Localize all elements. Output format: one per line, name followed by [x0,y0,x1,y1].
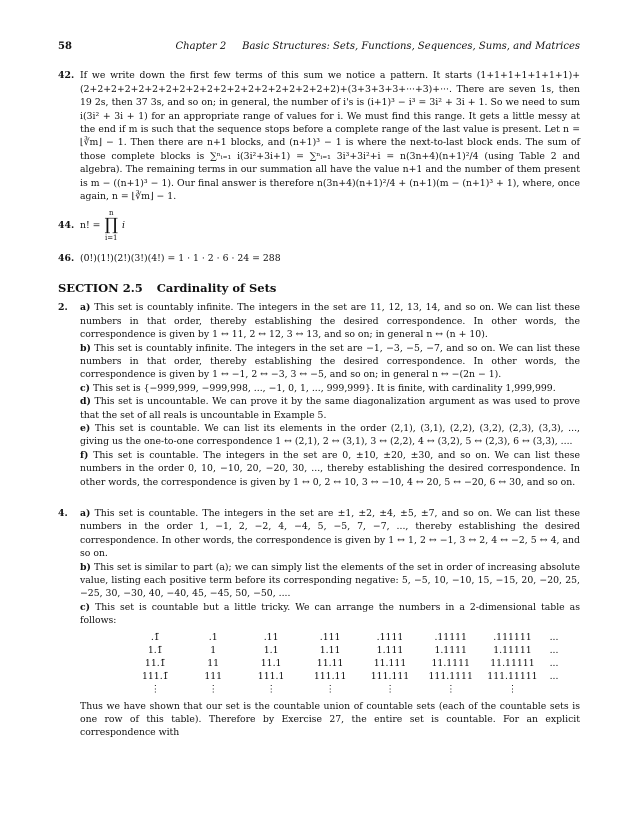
table-cell: 11.1̄ [144,657,166,669]
table-cell: 111.1 [257,670,285,682]
exercise-parts [80,507,580,740]
part-text: This set is uncountable. We can prove it by the same diagonalization argument as was used to prove that the set of all reals is uncountable in Example 5. [80,396,580,421]
part-text: This set is countable but a little tricky. We can arrange the numbers in a 2-dimensional table as follows: [80,601,580,627]
table-cell: 111 [204,670,223,682]
part-text: This set is similar to part (a); we can simply list the elements of the set in order of increasing absolute value, listing each positive term before its corresponding negative: 5, −5, 10, −10, 15, −15, 20, −20, 25, −25, 30, −30, 40, −40, 45, −45, 50, −50, .... [80,561,580,600]
table-cell: 1.11 [319,644,341,656]
table-row [132,657,580,670]
exercise-text: If we write down the first few terms of this sum we notice a pattern. It starts (1+1+1+1+1+1+1)+(2+2+2+2+2+2+2+2+2+2+2+2+2+2+2+2+2+2+2)+(3+3+3+3+···+3)+···. There are seven 1s, then 19 2s, then 37 3s, and so on; in general, the number of i's is (i+1)³ − i³ = 3i² + 3i + 1. So we need to sum i(3i² + 3i + 1) for an appropriate range of values for i. We must find this range. It gets a little messy at the end if m is such that the sequence stops before a complete range of the last value is present. Let n = ⌊∛m⌋ − 1. Then there are n+1 blocks, and (n+1)³ − 1 is where the next-to-last block ends. The sum of those complete blocks is ∑ⁿᵢ₌₁ i(3i²+3i+1) = ∑ⁿᵢ₌₁ 3i³+3i²+i = n(3n+4)(n+1)²/4 (using Table 2 and algebra). The remaining terms in our summation all have the value n+1 and the number of them present is m − ((n+1)³ − 1). Our final answer is therefore n(3n+4)(n+1)²/4 + (n+1)(m − (n+1)³ + 1), where, once again, n = ⌊∛m⌋ − 1. [80,70,580,203]
table-cell: 111.1111 [428,670,473,682]
part-text: This set is countably infinite. The integers in the set are 11, 12, 13, 14, and so on. We can list these numbers in that order, thereby establishing the desired correspondence. In other words, the correspondence is given by 1 ↔ 11, 2 ↔ 12, 3 ↔ 13, and so on; in general n ↔ (n + 10). [80,302,580,341]
closing-paragraph: Thus we have shown that our set is the countable union of countable sets (each of the countable sets is one row of this table). Therefore by Exercise 27, the entire set is countable. For an explicit correspondence with [80,700,580,739]
table-cell: ⋮ [208,683,218,695]
number-table [132,631,580,696]
table-cell: 11.11111 [490,657,535,669]
table-cell: 111.11 [313,670,347,682]
table-cell: 11 [207,657,220,669]
table-cell: 11.1 [260,657,282,669]
table-row [132,670,580,683]
section-title: Cardinality of Sets [156,280,277,295]
part-text: This set is countably infinite. The integers in the set are −1, −3, −5, −7, and so on. We can list these numbers in that order, thereby establishing the desired correspondence. In other words, the correspondence is given by 1 ↔ −1, 2 ↔ −3, 3 ↔ −5, and so on; in general n ↔ −(2n − 1). [80,342,580,381]
product-lower-limit: i=1 [104,234,118,243]
exercise-4 [58,507,580,740]
table-cell: 111.11111 [487,670,538,682]
table-cell: ... [549,644,559,656]
section-number: SECTION 2.5 [58,280,143,295]
part-f [80,449,580,489]
part-a [80,507,580,561]
part-label: f) [80,449,89,461]
chapter-label: Chapter 2 [175,41,227,52]
table-cell: ⋮ [507,683,518,695]
exercise-text: (0!)(1!)(2!)(3!)(4!) = 1 · 1 · 2 · 6 · 24 = 288 [80,253,281,265]
part-b [80,561,580,601]
table-cell: .11 [263,631,279,643]
part-d [80,395,580,422]
table-cell: .111 [319,631,341,643]
table-cell: 11.11 [316,657,344,669]
exercise-number: 2. [58,302,68,314]
table-cell: .1111 [376,631,404,643]
page-header [58,40,580,53]
exercise-number: 4. [58,507,68,519]
table-cell: 1.1̄ [147,644,163,656]
table-cell: 1.11111 [493,644,532,656]
exercise-number: 46. [58,253,75,265]
table-cell: .1̄ [150,631,160,643]
spacer [58,495,580,507]
page-number: 58 [58,41,72,52]
table-cell: ⋮ [266,683,276,695]
table-cell: ... [549,657,559,669]
table-row [132,683,580,696]
part-label: d) [80,396,91,408]
part-label: c) [80,382,91,394]
product-symbol: ∏ [104,215,118,236]
part-label: e) [80,422,91,434]
number-table-body [132,631,580,696]
table-row [132,631,580,644]
chapter-title: Basic Structures: Sets, Functions, Sequences, Sums, and Matrices [242,41,580,52]
table-cell: 111.1̄ [141,670,169,682]
part-label: b) [80,561,91,573]
part-text: This set is {−999,999, −999,998, ..., −1, 0, 1, ..., 999,999}. It is finite, with cardinality 1,999,999. [93,382,556,394]
table-cell: ... [549,631,559,643]
table-row [132,644,580,657]
exercise-42 [58,69,580,203]
table-cell: 111.111 [370,670,410,682]
table-cell: ... [549,670,559,682]
table-cell: 1.111 [376,644,404,656]
section-heading [58,282,580,295]
part-text: This set is countable. The integers in the set are 0, ±10, ±20, ±30, and so on. We can list these numbers in the order 0, 10, −10, 20, −20, 30, ..., thereby establishing the desired correspondence. In other words, the correspondence is given by 1 ↔ 0, 2 ↔ 10, 3 ↔ −10, 4 ↔ 20, 5 ↔ −20, 6 ↔ 30, and so on. [80,449,580,488]
part-label: a) [80,507,91,519]
table-cell: .1 [208,631,218,643]
exercise-46 [58,252,580,265]
part-c [80,601,580,628]
table-cell: .11111 [434,631,467,643]
exercise-number: 42. [58,70,75,82]
table-cell: ⋮ [150,683,160,695]
table-cell: ⋮ [385,683,395,695]
product-body: i [122,220,125,232]
table-cell: .111111 [493,631,532,643]
part-text: This set is countable. The integers in the set are ±1, ±2, ±4, ±5, ±7, and so on. We can list these numbers in the order 1, −1, 2, −2, 4, −4, 5, −5, 7, −7, ..., thereby establishing the desired correspondence. In other words, the correspondence is given by 1 ↔ 1, 2 ↔ −1, 3 ↔ 2, 4 ↔ −2, 5 ↔ 4, and so on. [80,507,580,560]
table-cell: 11.1111 [431,657,470,669]
part-text: This set is countable. We can list its elements in the order (2,1), (3,1), (2,2), (3,2), (2,3), (3,3), ..., giving us the one-to-one correspondence 1 ↔ (2,1), 2 ↔ (3,1), 3 ↔ (2,2), 4 ↔ (3,2), 5 ↔ (2,3), 6 ↔ (3,3), .... [80,422,580,448]
table-cell [550,683,580,696]
exercise-parts [80,301,580,489]
running-head [175,40,580,53]
exercise-2 [58,301,580,489]
part-c [80,382,580,395]
table-cell: 1.1 [263,644,279,656]
table-cell: 11.111 [373,657,407,669]
product-lhs: n! = [80,220,101,232]
exercise-number: 44. [58,220,75,232]
product-operator [104,209,118,242]
part-label: b) [80,342,91,354]
table-cell: 1 [210,644,217,656]
table-cell: ⋮ [325,683,335,695]
part-label: a) [80,302,91,314]
table-cell: ⋮ [446,683,456,695]
part-b [80,342,580,382]
part-e [80,422,580,449]
part-label: c) [80,601,91,613]
table-cell: 1.1111 [434,644,467,656]
exercise-44 [58,209,580,242]
part-a [80,301,580,341]
product-upper-limit: n [108,209,114,218]
